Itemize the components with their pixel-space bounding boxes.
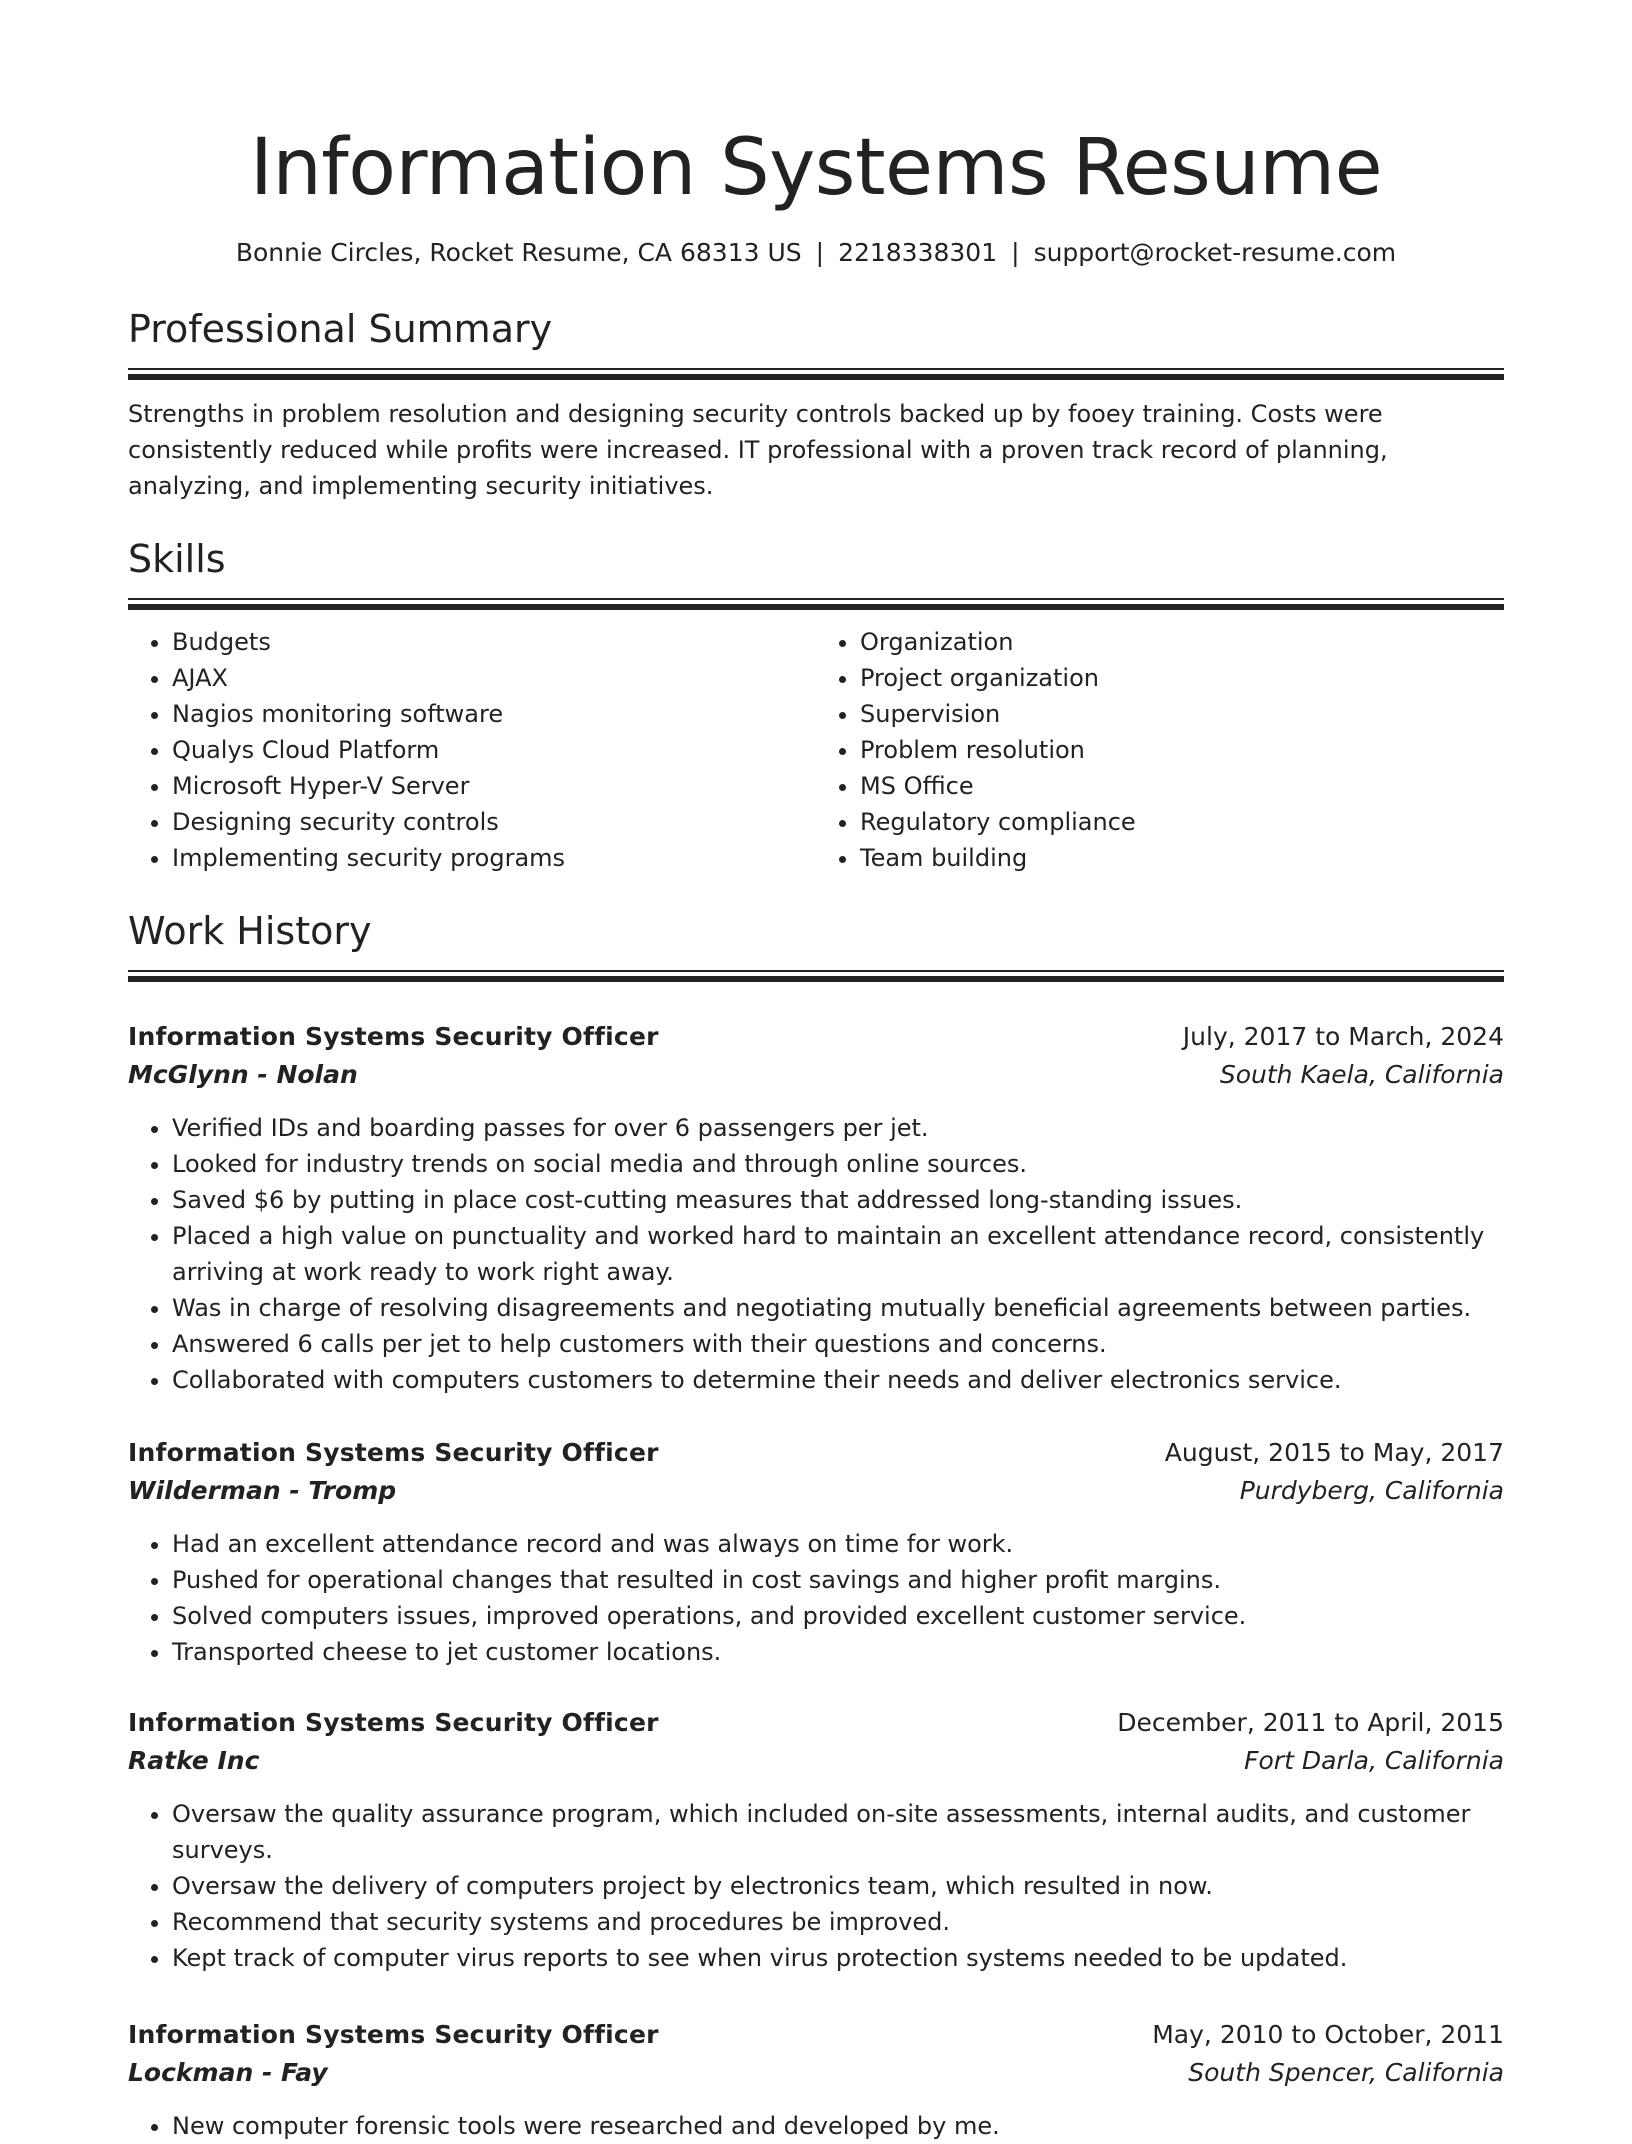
contact-address: Bonnie Circles, Rocket Resume, CA 68313 US — [235, 238, 802, 267]
job-duty-item: • Transported cheese to jet customer locations. — [172, 1634, 1504, 1670]
job-duty-item: • Kept track of computer virus reports to see when virus protection systems needed to be updated. — [172, 1940, 1504, 1976]
job-title: Information Systems Security Officer — [128, 2020, 659, 2049]
job-entry — [128, 2016, 1504, 2144]
jobs-list — [128, 1018, 1504, 2144]
job-company-row — [128, 1742, 1504, 1780]
job-duty-item: • Saved $6 by putting in place cost-cutting measures that addressed long-standing issues. — [172, 1182, 1504, 1218]
skill-item: • Problem resolution — [860, 732, 1504, 768]
job-entry — [128, 1018, 1504, 1398]
job-title: Information Systems Security Officer — [128, 1022, 659, 1051]
contact-email: support@rocket-resume.com — [1033, 238, 1397, 267]
summary-heading: Professional Summary — [128, 307, 553, 351]
job-duty-item: • Placed a high value on punctuality and worked hard to maintain an excellent attendance record, consistently arriving at work ready to work right away. — [172, 1218, 1504, 1290]
summary-text: Strengths in problem resolution and designing security controls backed up by fooey training. Costs were consistently reduced while profits were increased. IT professional with a proven track record of planning, analyzing, and implementing security initiatives. — [128, 400, 1388, 500]
section-divider — [128, 368, 1504, 380]
job-duties-list — [128, 1796, 1504, 1976]
skill-item: • Qualys Cloud Platform — [172, 732, 816, 768]
job-entry — [128, 1434, 1504, 1670]
skill-item: • Regulatory compliance — [860, 804, 1504, 840]
job-title-row — [128, 2016, 1504, 2054]
job-company-row — [128, 2054, 1504, 2092]
contact-phone: 2218338301 — [838, 238, 998, 267]
section-divider — [128, 598, 1504, 610]
job-duty-item: • New computer forensic tools were researched and developed by me. — [172, 2108, 1504, 2144]
job-title: Information Systems Security Officer — [128, 1708, 659, 1737]
job-duty-item: • Collaborated with computers customers to determine their needs and deliver electronics service. — [172, 1362, 1504, 1398]
work-history-heading: Work History — [128, 909, 372, 953]
skill-item: • Project organization — [860, 660, 1504, 696]
job-title-row — [128, 1704, 1504, 1742]
skill-item: • Nagios monitoring software — [172, 696, 816, 732]
job-title: Information Systems Security Officer — [128, 1438, 659, 1467]
job-duty-item: • Was in charge of resolving disagreements and negotiating mutually beneficial agreements between parties. — [172, 1290, 1504, 1326]
job-duty-item: • Pushed for operational changes that resulted in cost savings and higher profit margins. — [172, 1562, 1504, 1598]
job-duty-item: • Looked for industry trends on social media and through online sources. — [172, 1146, 1504, 1182]
job-duties-list — [128, 2108, 1504, 2144]
work-history-section — [128, 906, 1504, 2144]
skill-item: • Microsoft Hyper-V Server — [172, 768, 816, 804]
skill-item: • Implementing security programs — [172, 840, 816, 876]
job-dates: July, 2017 to March, 2024 — [1182, 1022, 1504, 1051]
skills-left-column — [128, 624, 816, 876]
job-duty-item: • Oversaw the quality assurance program, which included on-site assessments, internal audits, and customer surveys. — [172, 1796, 1504, 1868]
job-duty-item: • Oversaw the delivery of computers project by electronics team, which resulted in now. — [172, 1868, 1504, 1904]
skill-item: • Team building — [860, 840, 1504, 876]
contact-line — [128, 236, 1504, 270]
job-duties-list — [128, 1526, 1504, 1670]
job-title-row — [128, 1018, 1504, 1056]
job-duties-list — [128, 1110, 1504, 1398]
job-dates: December, 2011 to April, 2015 — [1117, 1708, 1504, 1737]
job-location: Purdyberg, California — [1239, 1476, 1504, 1505]
contact-separator: | — [1011, 238, 1020, 267]
job-company: Ratke Inc — [128, 1746, 260, 1775]
job-location: Fort Darla, California — [1244, 1746, 1504, 1775]
job-company-row — [128, 1056, 1504, 1094]
job-dates: August, 2015 to May, 2017 — [1164, 1438, 1504, 1467]
skill-item: • Designing security controls — [172, 804, 816, 840]
job-duty-item: • Had an excellent attendance record and was always on time for work. — [172, 1526, 1504, 1562]
job-title-row — [128, 1434, 1504, 1472]
skills-grid — [128, 624, 1504, 876]
skills-section — [128, 534, 1504, 876]
job-entry — [128, 1704, 1504, 1976]
job-company-row — [128, 1472, 1504, 1510]
skill-item: • MS Office — [860, 768, 1504, 804]
job-company: Lockman - Fay — [128, 2058, 328, 2087]
skill-item: • Budgets — [172, 624, 816, 660]
section-divider — [128, 970, 1504, 982]
job-location: South Spencer, California — [1188, 2058, 1504, 2087]
resume-page — [128, 0, 1504, 2144]
skill-item: • Organization — [860, 624, 1504, 660]
job-duty-item: • Solved computers issues, improved operations, and provided excellent customer service. — [172, 1598, 1504, 1634]
skills-right-column — [816, 624, 1504, 876]
contact-separator: | — [815, 238, 825, 267]
skills-heading: Skills — [128, 537, 226, 581]
skill-item: • AJAX — [172, 660, 816, 696]
summary-section — [128, 304, 1504, 504]
document-title: Information Systems Resume — [249, 123, 1383, 213]
job-duty-item: • Answered 6 calls per jet to help customers with their questions and concerns. — [172, 1326, 1504, 1362]
job-dates: May, 2010 to October, 2011 — [1152, 2020, 1504, 2049]
job-duty-item: • Recommend that security systems and procedures be improved. — [172, 1904, 1504, 1940]
job-duty-item: • Verified IDs and boarding passes for over 6 passengers per jet. — [172, 1110, 1504, 1146]
skill-item: • Supervision — [860, 696, 1504, 732]
job-location: South Kaela, California — [1219, 1060, 1504, 1089]
job-company: Wilderman - Tromp — [128, 1476, 397, 1505]
job-company: McGlynn - Nolan — [128, 1060, 358, 1089]
